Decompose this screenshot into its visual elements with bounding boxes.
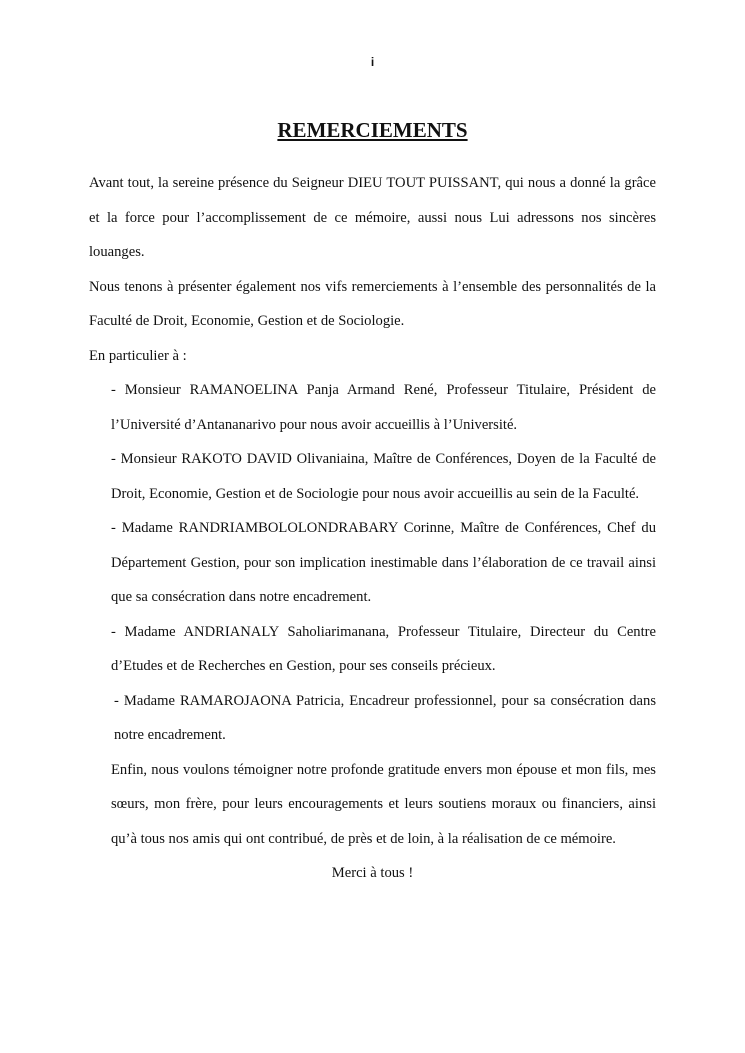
- document-body: [89, 166, 656, 891]
- intro-paragraph: Avant tout, la sereine présence du Seigneur DIEU TOUT PUISSANT, qui nous a donné la grâce et la force pour l’accomplissement de ce mémoire, aussi nous Lui adressons nos sincères louanges.: [89, 175, 656, 260]
- thanks-item-dean: - Monsieur RAKOTO DAVID Olivaniaina, Maître de Conférences, Doyen de la Faculté de Droit, Economie, Gestion et de Sociologie pour nous avoir accueillis au sein de la Faculté.: [111, 451, 656, 502]
- page-title: REMERCIEMENTS: [277, 118, 468, 142]
- page-number: i: [370, 55, 375, 69]
- faculty-paragraph: Nous tenons à présenter également nos vifs remerciements à l’ensemble des personnalités de la Faculté de Droit, Economie, Gestion et de Sociologie.: [89, 278, 656, 329]
- particular-paragraph: En particulier à :: [89, 347, 187, 364]
- final-paragraph: Enfin, nous voulons témoigner notre profonde gratitude envers mon épouse et mon fils, mes sœurs, mon frère, pour leurs encouragements et leurs soutiens moraux ou financiers, ainsi qu’à tous nos amis qui ont contribué, de près et de loin, à la réalisation de ce mémoire.: [111, 761, 656, 847]
- thanks-item-supervisor: - Madame RAMAROJAONA Patricia, Encadreur professionnel, pour sa consécration dans notre encadrement.: [114, 692, 656, 743]
- thanks-item-president: - Monsieur RAMANOELINA Panja Armand René, Professeur Titulaire, Président de l’Université d’Antananarivo pour nous avoir accueillis à l’Université.: [111, 382, 656, 433]
- thanks-item-department-head: - Madame RANDRIAMBOLOLONDRABARY Corinne, Maître de Conférences, Chef du Département Gestion, pour son implication inestimable dans l’élaboration de ce travail ainsi que sa consécration dans notre encadrement.: [111, 520, 656, 605]
- closing-line: Merci à tous !: [331, 865, 414, 881]
- thanks-item-research-director: - Madame ANDRIANALY Saholiarimanana, Professeur Titulaire, Directeur du Centre d’Etudes et de Recherches en Gestion, pour ses conseils précieux.: [111, 623, 656, 674]
